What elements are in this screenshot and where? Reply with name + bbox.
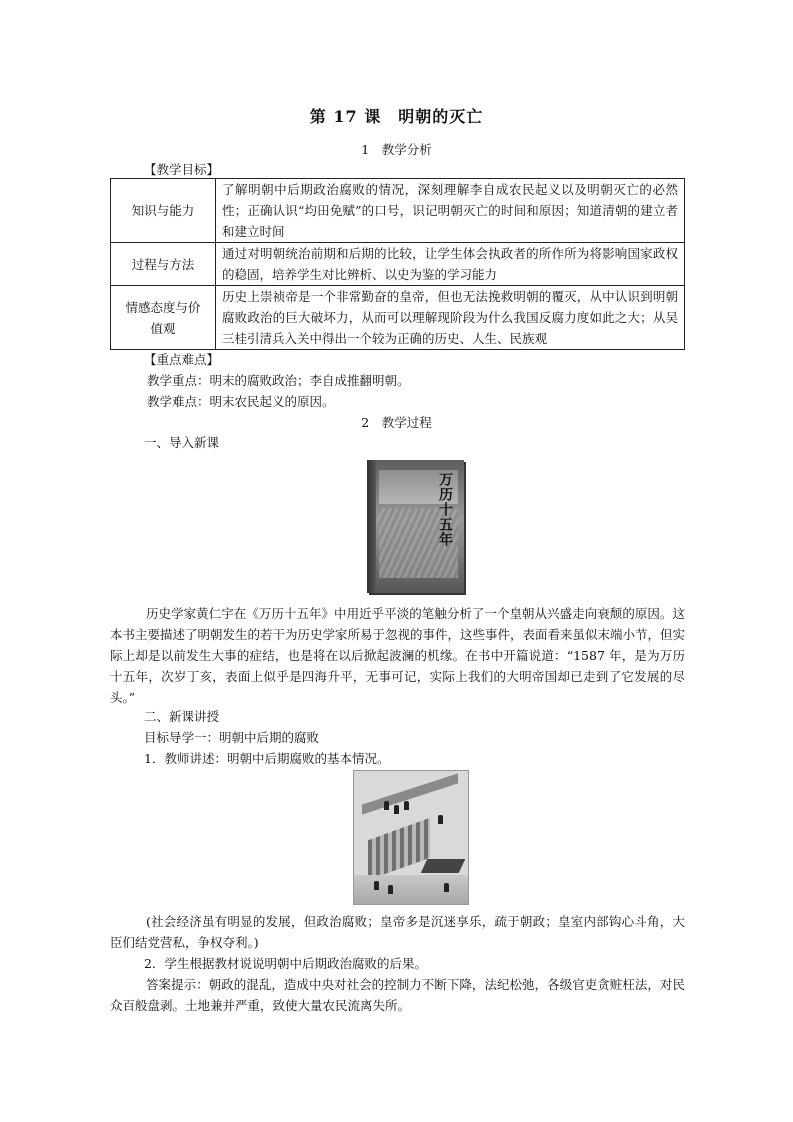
table-row bbox=[111, 179, 685, 243]
painting-wall bbox=[362, 773, 458, 814]
goal-value: 通过对明朝统治前期和后期的比较，让学生体会执政者的所作所为将影响国家政权的稳固，培养学生对比辨析、以史为鉴的学习能力 bbox=[216, 243, 685, 286]
section-heading-analysis: 1 教学分析 bbox=[361, 142, 432, 157]
teaching-goals-table bbox=[110, 178, 685, 350]
paren-paragraph: (社会经济虽有明显的发展，但政治腐败；皇帝多是沉迷享乐，疏于朝政；皇室内部钩心斗角，大臣们结党营私，争权夺利。) bbox=[110, 914, 685, 950]
section-heading-process: 2 教学过程 bbox=[361, 415, 432, 430]
key-points-label: 【重点难点】 bbox=[144, 352, 220, 367]
part-heading-intro: 一、导入新课 bbox=[144, 435, 220, 450]
painting-figure bbox=[404, 801, 409, 810]
teaching-goals-label: 【教学目标】 bbox=[144, 162, 220, 177]
part-heading-new-lesson: 二、新课讲授 bbox=[144, 709, 220, 724]
step-2-text: 2．学生根据教材说说明朝中后期政治腐败的后果。 bbox=[144, 956, 427, 971]
difficult-point-text: 教学难点：明末农民起义的原因。 bbox=[147, 394, 335, 409]
goal-value: 了解明朝中后期政治腐败的情况，深刻理解李自成农民起义以及明朝灭亡的必然性；正确认识“均田免赋”的口号，识记明朝灭亡的时间和原因；知道清朝的建立者和建立时间 bbox=[216, 179, 685, 243]
painting-figure bbox=[394, 805, 399, 814]
painting-figure bbox=[438, 815, 443, 824]
painting-figure bbox=[444, 883, 449, 892]
key-point-text: 教学重点：明末的腐败政治；李自成推翻明朝。 bbox=[147, 373, 410, 388]
book-cover-title: 万历十五年 bbox=[437, 472, 453, 547]
book-spine bbox=[367, 460, 376, 593]
painting-figure bbox=[384, 801, 389, 810]
goal-value: 历史上崇祯帝是一个非常勤奋的皇帝，但也无法挽救明朝的覆灭，从中认识到明朝腐败政治的巨大破坏力，从而可以理解现阶段为什么我国反腐力度如此之大；从吴三桂引清兵入关中得出一个较为正确的历史、人生、民族观 bbox=[216, 286, 685, 350]
court-painting-image bbox=[353, 770, 469, 905]
step-1-text: 1．教师讲述：明朝中后期腐败的基本情况。 bbox=[144, 751, 390, 766]
answer-paragraph: 答案提示：朝政的混乱，造成中央对社会的控制力不断下降，法纪松弛，各级官吏贪赃枉法，对民众百般盘剥。土地兼并严重，致使大量农民流离失所。 bbox=[110, 977, 685, 1013]
book-cover-image bbox=[367, 460, 464, 593]
painting-figure bbox=[374, 881, 379, 890]
painting-figure bbox=[388, 885, 393, 894]
painting-courtyard bbox=[354, 875, 468, 905]
guide-heading-1: 目标导学一：明朝中后期的腐败 bbox=[144, 730, 320, 745]
page-title: 第 17 课 明朝的灭亡 bbox=[309, 107, 484, 126]
goal-key: 过程与方法 bbox=[111, 243, 216, 286]
intro-paragraph: 历史学家黄仁宇在《万历十五年》中用近乎平淡的笔触分析了一个皇朝从兴盛走向衰颓的原因。这本书主要描述了明朝发生的若干为历史学家所易于忽视的事件，这些事件，表面看来虽似末端小节，但实际上却是以前发生大事的症结，也是将在以后掀起波澜的机缘。在书中开篇说道：“1587 年，是为万历十五年，次岁丁亥，表面上似乎是四海升平，无事可记，实际上我们的大明帝国却已走到了它发展的尽头。” bbox=[110, 606, 686, 705]
table-row bbox=[111, 243, 685, 286]
goal-key: 知识与能力 bbox=[111, 179, 216, 243]
table-row bbox=[111, 286, 685, 350]
painting-roof bbox=[421, 859, 466, 873]
goal-key: 情感态度与价值观 bbox=[111, 286, 216, 350]
